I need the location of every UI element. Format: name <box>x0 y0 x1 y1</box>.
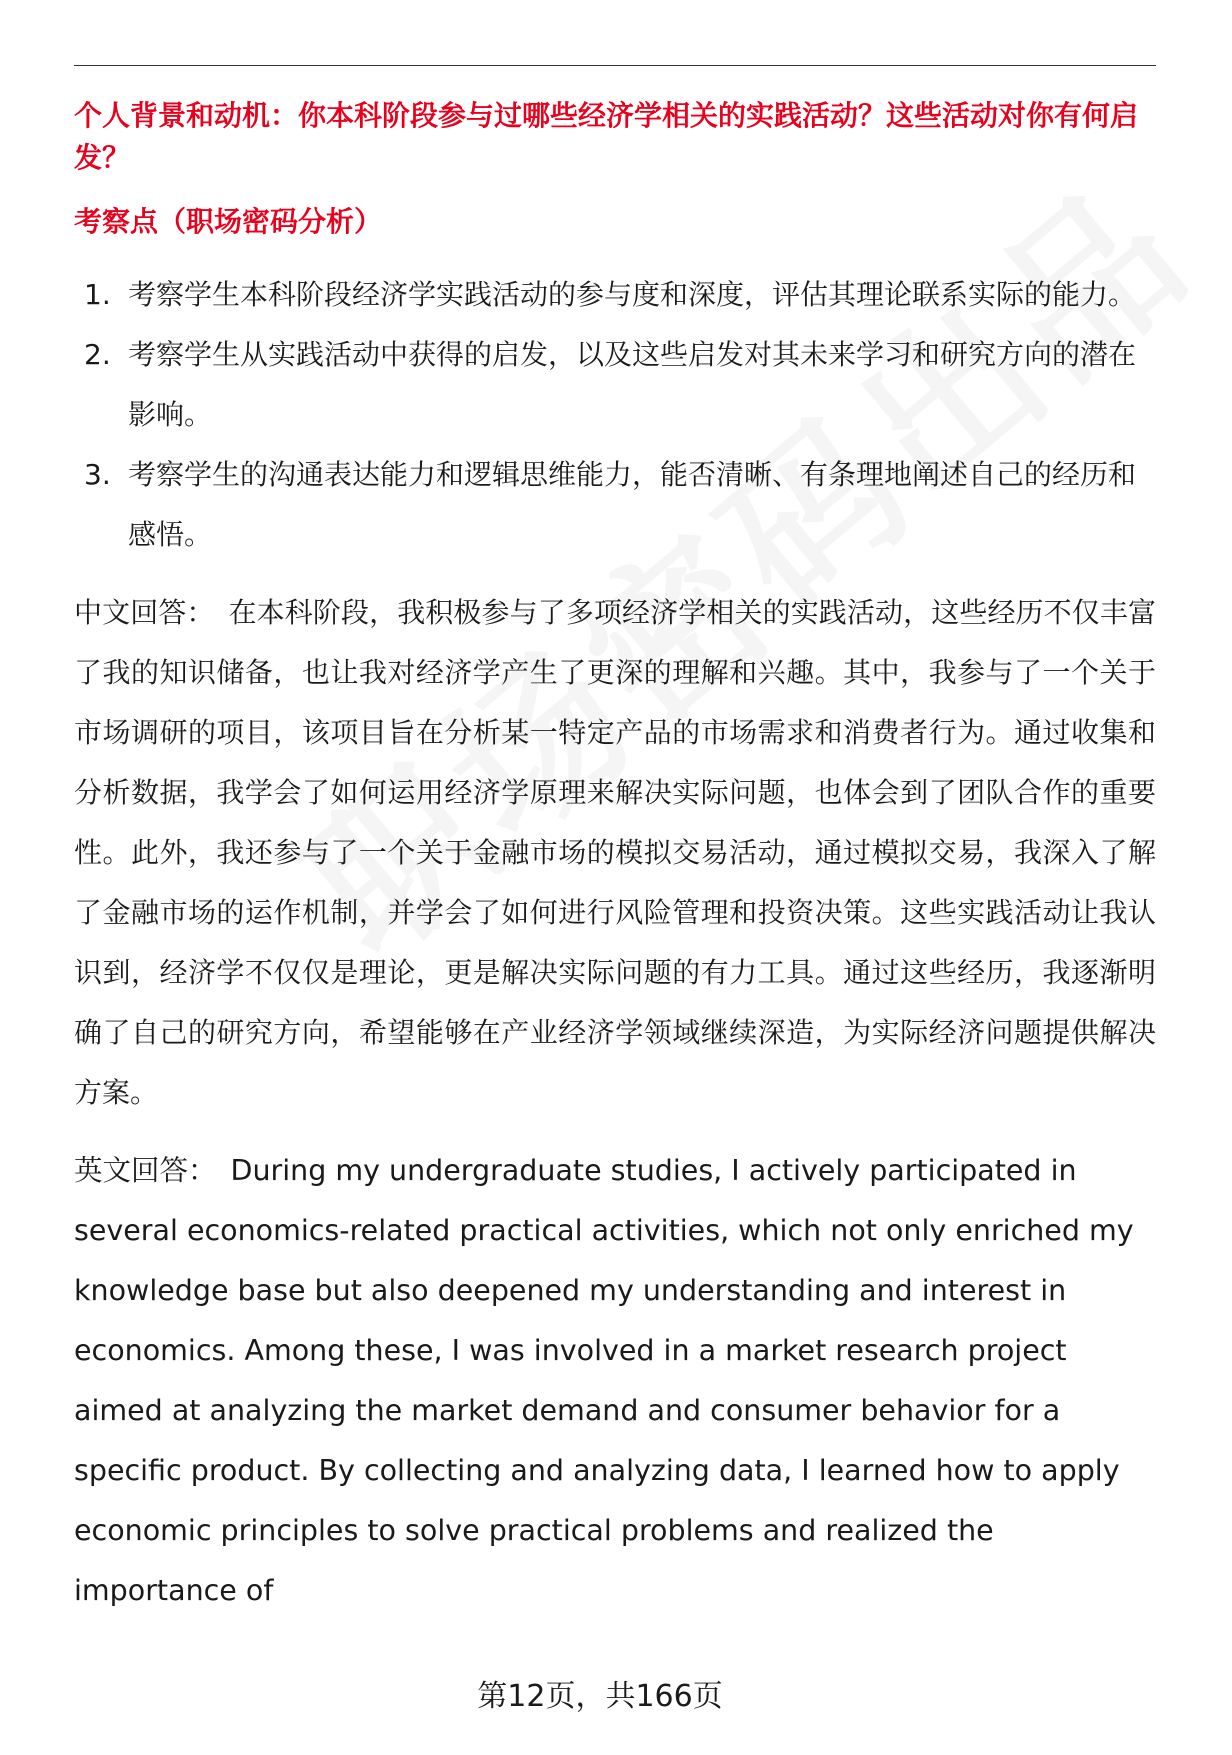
analysis-list <box>74 265 1156 565</box>
analysis-point <box>74 265 1156 325</box>
point-number: 3. <box>84 458 111 491</box>
chinese-answer-text: 在本科阶段，我积极参与了多项经济学相关的实践活动，这些经历不仅丰富了我的知识储备，也让我对经济学产生了更深的理解和兴趣。其中，我参与了一个关于市场调研的项目，该项目旨在分析某一特定产品的市场需求和消费者行为。通过收集和分析数据，我学会了如何运用经济学原理来解决实际问题，也体会到了团队合作的重要性。此外，我还参与了一个关于金融市场的模拟交易活动，通过模拟交易，我深入了解了金融市场的运作机制，并学会了如何进行风险管理和投资决策。这些实践活动让我认识到，经济学不仅仅是理论，更是解决实际问题的有力工具。通过这些经历，我逐渐明确了自己的研究方向，希望能够在产业经济学领域继续深造，为实际经济问题提供解决方案。 <box>74 596 1156 1109</box>
question-heading: 个人背景和动机：你本科阶段参与过哪些经济学相关的实践活动？这些活动对你有何启发？ <box>74 99 1139 174</box>
page-content <box>74 95 1156 1607</box>
english-answer-text: During my undergraduate studies, I actively participated in several economics-related practical activities, which not only enriched my knowledge base but also deepened my understanding and interest in economics. Among these, I was involved in a market research project aimed at analyzing the market demand and consumer behavior for a specific product. By collecting and analyzing data, I learned how to apply economic principles to solve practical problems and realized the importance of <box>74 1154 1134 1607</box>
point-number: 1. <box>84 278 111 311</box>
chinese-answer-label: 中文回答： <box>74 596 215 629</box>
point-text: 考察学生本科阶段经济学实践活动的参与度和深度，评估其理论联系实际的能力。 <box>128 278 1137 311</box>
page-footer: 第12页，共166页 <box>477 1679 723 1714</box>
analysis-point <box>74 325 1156 445</box>
english-answer-label: 英文回答： <box>74 1154 217 1187</box>
point-text: 考察学生从实践活动中获得的启发，以及这些启发对其未来学习和研究方向的潜在影响。 <box>128 338 1137 431</box>
chinese-answer <box>74 583 1156 1123</box>
english-answer <box>74 1141 1156 1607</box>
point-text: 考察学生的沟通表达能力和逻辑思维能力，能否清晰、有条理地阐述自己的经历和感悟。 <box>128 458 1137 551</box>
analysis-heading: 考察点（职场密码分析） <box>74 205 383 238</box>
point-number: 2. <box>84 338 111 371</box>
analysis-point <box>74 445 1156 565</box>
header-rule <box>74 65 1156 66</box>
